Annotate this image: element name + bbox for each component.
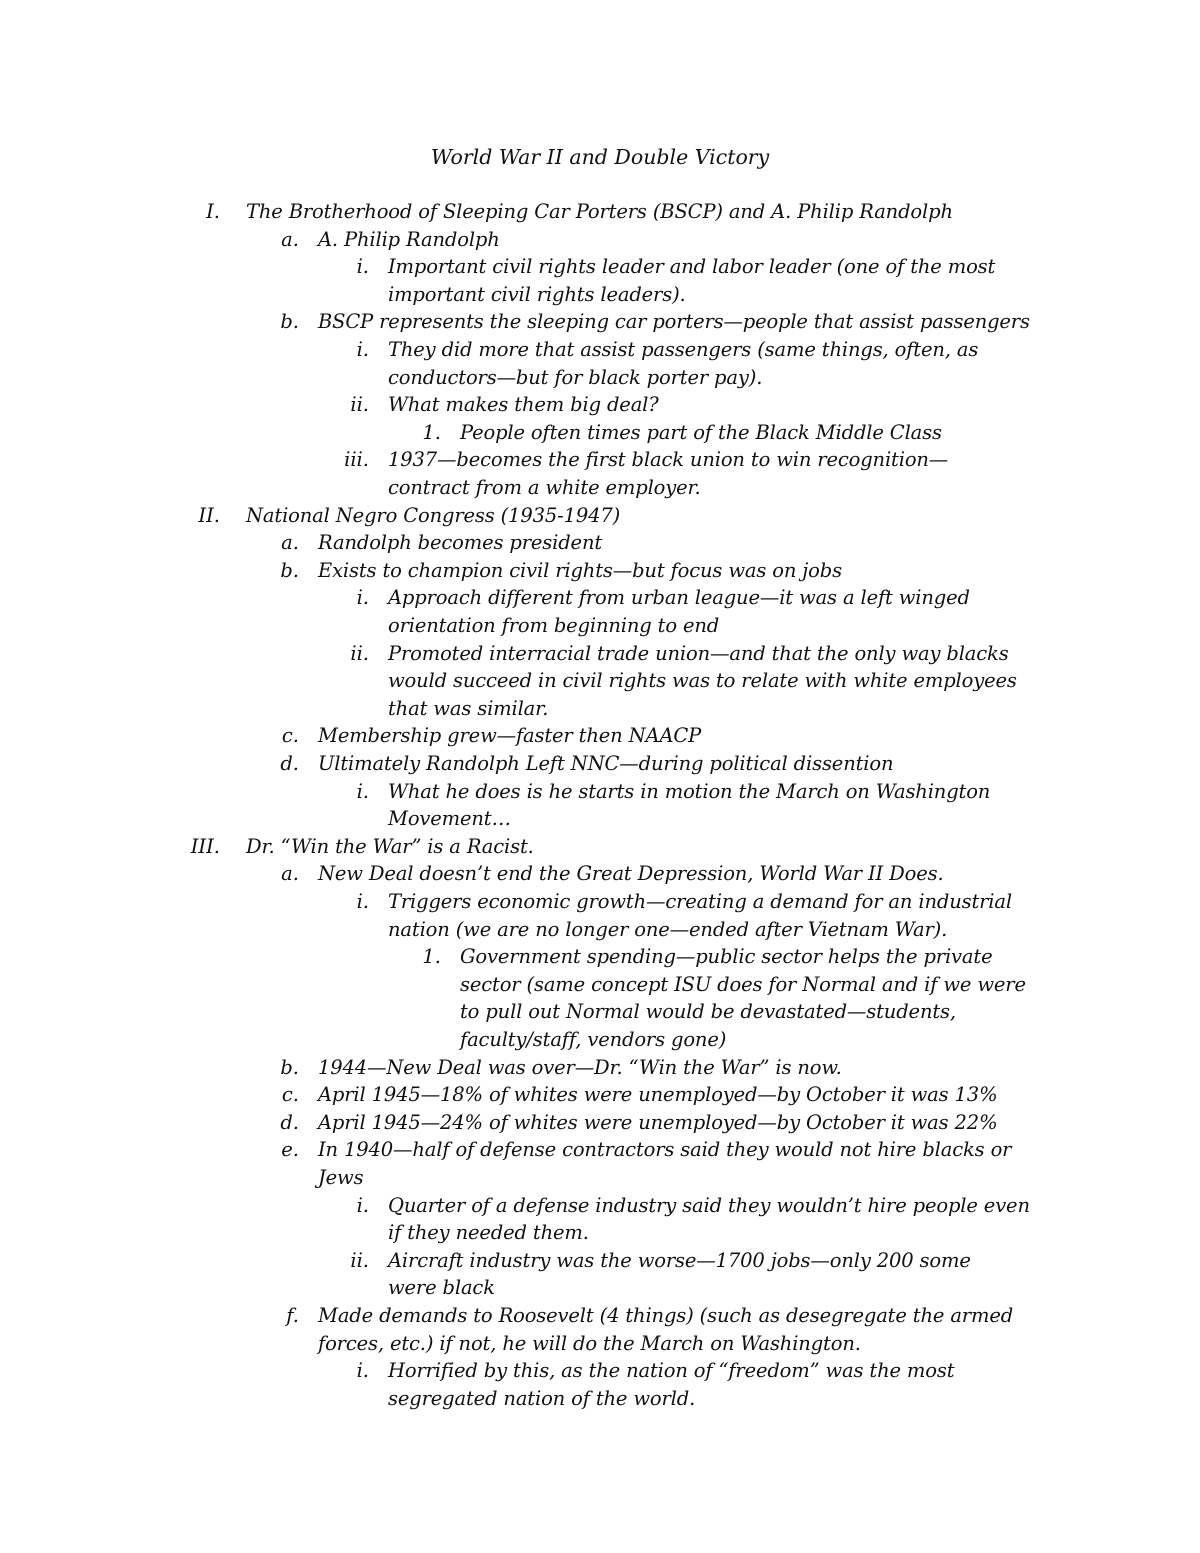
outline-marker: ii. — [350, 1248, 369, 1272]
outline-item-text: Jews — [318, 1166, 364, 1189]
outline-item-text: if they needed them. — [388, 1221, 589, 1245]
outline-marker: i. — [356, 890, 369, 913]
outline-item-text: segregated nation of the world. — [388, 1386, 696, 1410]
outline-item-text: sector (same concept ISU does for Normal and if we were — [460, 972, 1026, 996]
outline-item-text: Membership grew—faster then NAACP — [318, 724, 702, 748]
outline-item-text: A. Philip Randolph — [318, 227, 500, 251]
outline-item-text: Promoted interracial trade union—and that the only way blacks — [388, 641, 1009, 665]
outline-item-text: What makes them big deal? — [388, 393, 659, 417]
outline-item-text: Aircraft industry was the worse—1700 jobs—only 200 some — [388, 1248, 971, 1272]
outline-item-text: nation (we are no longer one—ended after Vietnam War). — [388, 917, 948, 941]
outline-item-text: Made demands to Roosevelt (4 things) (such as desegregate the armed — [318, 1304, 1014, 1327]
outline-item-text: Quarter of a defense industry said they wouldn’t hire people even — [388, 1193, 1030, 1217]
outline-item-text: Movement… — [388, 807, 511, 831]
outline-marker: a. — [281, 227, 299, 251]
outline-marker: i. — [356, 779, 369, 803]
outline-marker: ii. — [350, 641, 369, 665]
outline-item-text: Exists to champion civil rights—but focus was on jobs — [318, 558, 842, 582]
outline-item-text: New Deal doesn’t end the Great Depression, World War II Does. — [318, 862, 944, 886]
outline-marker: b. — [280, 310, 299, 334]
outline-item-text: What he does is he starts in motion the March on Washington — [388, 779, 991, 803]
outline-marker: b. — [280, 558, 299, 582]
outline-marker: c. — [281, 1083, 299, 1107]
outline-marker: 1. — [422, 945, 441, 969]
outline-item-text: They did more that assist passengers (same things, often, as — [388, 338, 979, 361]
document-title: World War II and Double Victory — [430, 145, 770, 169]
outline-marker: e. — [281, 1138, 299, 1162]
outline-item-text: were black — [388, 1276, 495, 1300]
outline-item-text: People often times part of the Black Middle Class — [460, 420, 942, 444]
outline-item-text: BSCP represents the sleeping car porters—people that assist passengers — [318, 310, 1030, 334]
outline-item-text: April 1945—18% of whites were unemployed—by October it was 13% — [318, 1083, 998, 1107]
outline-item-text: Triggers economic growth—creating a demand for an industrial — [388, 890, 1012, 913]
outline-item-text: faculty/staff, vendors gone) — [460, 1028, 727, 1051]
outline-item-text: Dr. “Win the War” is a Racist. — [246, 834, 534, 858]
outline-item-text: The Brotherhood of Sleeping Car Porters (BSCP) and A. Philip Randolph — [246, 200, 953, 223]
outline-item-text: important civil rights leaders). — [388, 282, 686, 306]
outline-item-text: orientation from beginning to end — [388, 614, 720, 637]
outline-marker: f. — [286, 1304, 299, 1327]
outline-item-text: would succeed in civil rights was to relate with white employees — [388, 669, 1017, 693]
outline-marker: i. — [356, 1359, 369, 1383]
outline-marker: I. — [206, 200, 220, 223]
outline-marker: i. — [356, 255, 369, 279]
outline-marker: d. — [280, 1110, 299, 1134]
outline-item-text: Government spending—public sector helps the private — [460, 945, 993, 969]
outline-marker: i. — [356, 586, 369, 610]
outline-marker: 1. — [422, 420, 441, 444]
outline-item-text: 1944—New Deal was over—Dr. “Win the War” is now. — [318, 1055, 842, 1079]
outline-marker: b. — [280, 1055, 299, 1079]
outline-marker: ii. — [350, 393, 369, 417]
outline-marker: II. — [198, 503, 220, 527]
outline-item-text: April 1945—24% of whites were unemployed—by October it was 22% — [318, 1110, 998, 1134]
outline-item-text: Ultimately Randolph Left NNC—during political dissention — [318, 752, 894, 775]
outline-item-text: Important civil rights leader and labor leader (one of the most — [388, 255, 996, 279]
outline-marker: i. — [356, 338, 369, 361]
outline-item-text: conductors—but for black porter pay). — [388, 365, 763, 389]
outline-marker: c. — [281, 724, 299, 748]
outline-item-text: Approach different from urban league—it was a left winged — [388, 586, 970, 610]
outline-item-text: Horrified by this, as the nation of “freedom” was the most — [388, 1359, 955, 1383]
outline-item-text: contract from a white employer. — [388, 476, 701, 499]
outline-item-text: to pull out Normal would be devastated—students, — [460, 1000, 956, 1024]
outline-marker: iii. — [344, 448, 369, 472]
outline-marker: III. — [190, 834, 220, 858]
outline-marker: a. — [281, 862, 299, 886]
outline-item-text: National Negro Congress (1935-1947) — [246, 503, 621, 527]
outline-marker: a. — [281, 531, 299, 555]
outline-item-text: 1937—becomes the first black union to win recognition— — [388, 448, 949, 472]
outline-marker: i. — [356, 1193, 369, 1217]
outline-item-text: Randolph becomes president — [318, 531, 603, 555]
outline-item-text: that was similar. — [388, 696, 549, 720]
outline-item-text: In 1940—half of defense contractors said they would not hire blacks or — [318, 1138, 1012, 1162]
outline-item-text: forces, etc.) if not, he will do the March on Washington. — [318, 1331, 861, 1355]
outline-marker: d. — [280, 752, 299, 775]
